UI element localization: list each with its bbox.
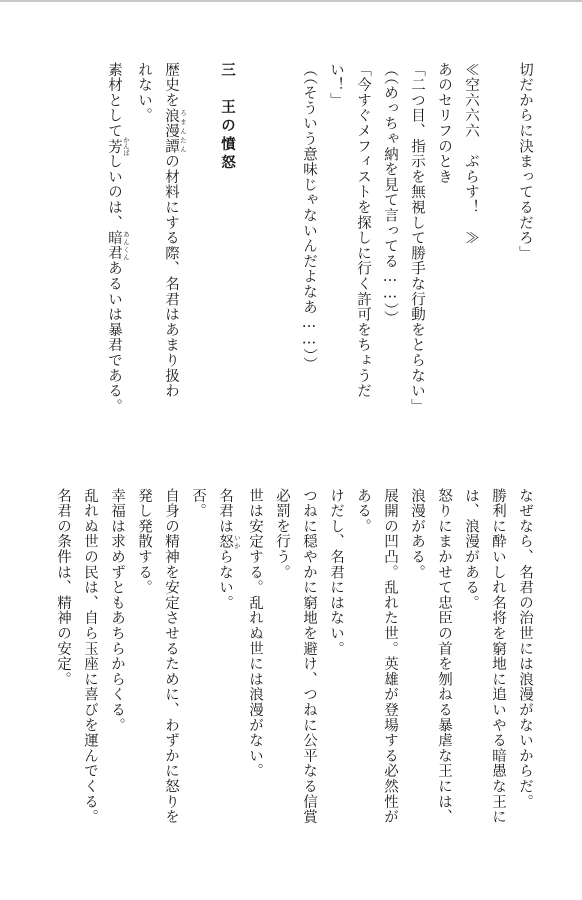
lower-text-column bbox=[49, 488, 538, 868]
ruby-reading: かんば bbox=[122, 136, 130, 156]
text-line: 浪漫がある。 bbox=[409, 488, 425, 580]
text-fragment: 名君は bbox=[217, 488, 233, 534]
text-line: れない。 bbox=[136, 62, 152, 124]
text-fragment: 歴史を bbox=[163, 62, 179, 108]
text-line: 名君の条件は、精神の安定。 bbox=[55, 488, 71, 687]
text-line: 発し発散する。 bbox=[136, 488, 152, 596]
text-line: 必罰を行う。 bbox=[274, 488, 290, 580]
section-heading: 三 王の憤怒 bbox=[219, 62, 236, 173]
upper-text-column bbox=[100, 62, 538, 452]
text-line: つねに穏やかに窮地を避け、つねに公平なる信賞 bbox=[301, 488, 317, 825]
ruby-word bbox=[106, 136, 130, 156]
ruby-base: 怒 bbox=[217, 533, 233, 550]
text-line: ≪空六六六 ぶらす！ ≫ bbox=[463, 62, 479, 246]
text-line bbox=[100, 62, 130, 452]
text-line bbox=[211, 488, 241, 868]
text-line: 否。 bbox=[190, 488, 206, 519]
text-fragment: あるいは暴君である。 bbox=[106, 260, 122, 414]
ruby-word bbox=[106, 230, 130, 261]
text-line: 勝利に酔いしれ名将を窮地に追いやる暗愚な王に bbox=[490, 488, 506, 825]
text-fragment: しいのは、 bbox=[106, 153, 122, 231]
text-line: ある。 bbox=[355, 488, 371, 534]
text-line: 乱れぬ世の民は、自ら玉座に喜びを運んでくる。 bbox=[82, 488, 98, 825]
text-line bbox=[157, 62, 187, 452]
text-line: 展開の凹凸。乱れた世。英雄が登場する必然性が bbox=[382, 488, 398, 825]
text-line: 怒りにまかせて忠臣の首を刎ねる暴虐な王には、 bbox=[436, 488, 452, 825]
text-line: 「二つ目、指示を無視して勝手な行動をとらない」 bbox=[409, 62, 425, 414]
text-line: なぜなら、名君の治世には浪漫がないからだ。 bbox=[517, 488, 533, 810]
text-fragment: 素材として bbox=[106, 62, 122, 139]
text-line: 切だからに決まってるだろ」 bbox=[517, 62, 533, 261]
text-line: い！」 bbox=[328, 62, 344, 108]
text-line: 世は安定する。乱れぬ世には浪漫がない。 bbox=[247, 488, 263, 779]
text-line: あのセリフのとき bbox=[436, 62, 452, 185]
ruby-word bbox=[163, 107, 187, 154]
text-fragment: らない。 bbox=[217, 549, 233, 611]
text-line: けだし、名君にはない。 bbox=[328, 488, 344, 657]
text-line: 幸福は求めずともあちらからくる。 bbox=[109, 488, 125, 733]
blank-line bbox=[187, 62, 214, 452]
text-line: （（そういう意味じゃないんだよなあ……）） bbox=[301, 62, 317, 372]
text-fragment: の材料にする際、名君はあまり扱わ bbox=[163, 153, 179, 399]
ruby-reading: いか bbox=[233, 533, 241, 550]
blank-line bbox=[241, 62, 268, 452]
text-line: （（めっちゃ納を見て言ってる……）） bbox=[382, 62, 398, 326]
ruby-word bbox=[217, 533, 241, 550]
ruby-base: 浪漫譚 bbox=[163, 107, 179, 154]
blank-line bbox=[484, 62, 511, 452]
ruby-base: 暗君 bbox=[106, 230, 122, 261]
text-line: は、浪漫がある。 bbox=[463, 488, 479, 611]
ruby-base: 芳 bbox=[106, 136, 122, 156]
ruby-reading: ろまんたん bbox=[179, 107, 187, 154]
ruby-reading: あんくん bbox=[122, 230, 130, 261]
top-border-line bbox=[0, 0, 582, 2]
text-line: 「今すぐメフィストを探しに行く許可をちょうだ bbox=[355, 62, 371, 399]
blank-line bbox=[268, 62, 295, 452]
text-line: 自身の精神を安定させるために、わずかに怒りを bbox=[163, 488, 179, 825]
